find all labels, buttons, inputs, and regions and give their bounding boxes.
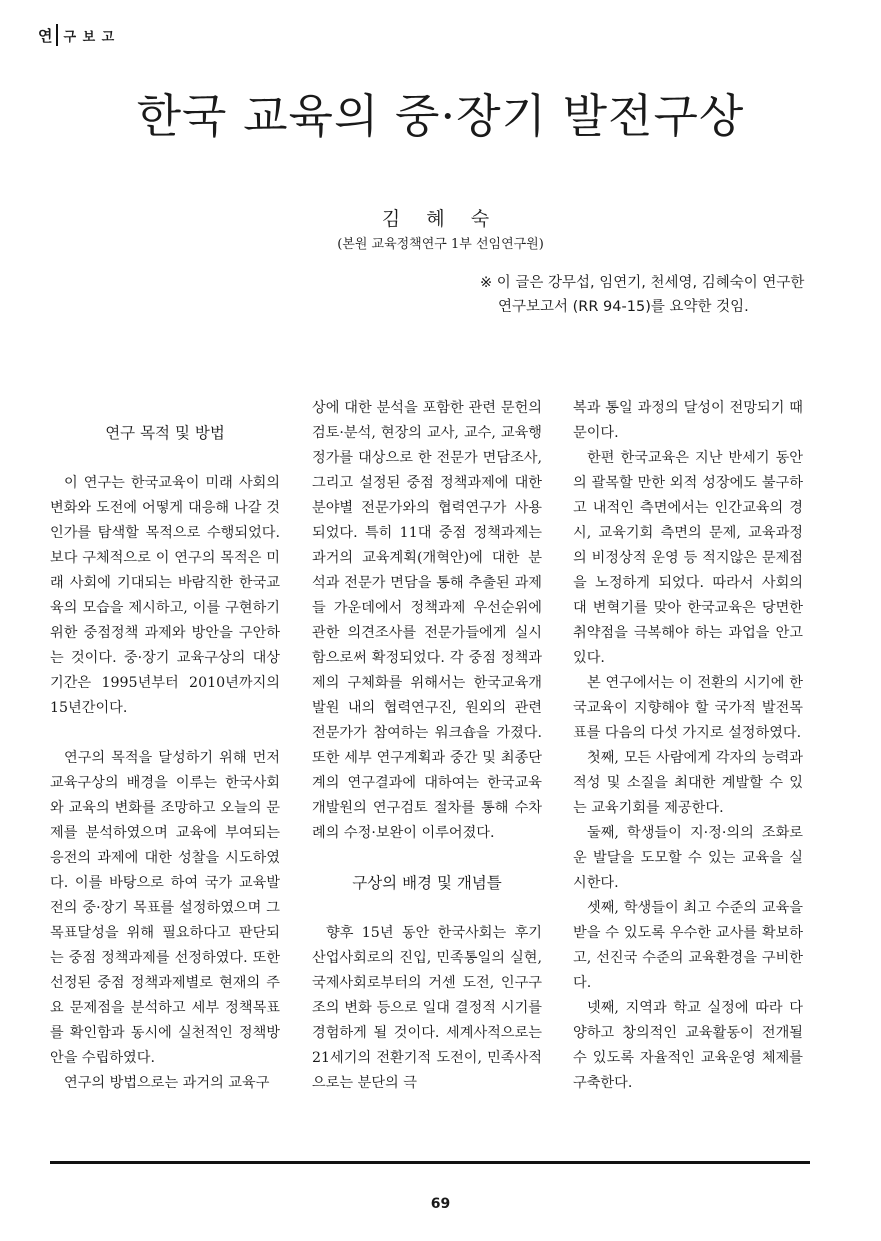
- section-heading-purpose-method: 연구 목적 및 방법: [105, 424, 225, 442]
- summary-note: [480, 271, 820, 319]
- section-tag: [38, 22, 115, 48]
- paragraph: 상에 대한 분석을 포함한 관련 문헌의 검토·분석, 현장의 교사, 교수, 교육행정가를 대상으로 한 전문가 면담조사, 그리고 설정된 중점 정책과제에 대한 분야별 전문가와의 협력연구가 사용되었다. 특히 11대 중점 정책과제는 과거의 교육계획(개혁안)에 대한 분석과 전문가 면담을 통해 추출된 과제들 가운데에서 정책과제 우선순위에 관한 의견조사를 전문가들에게 실시함으로써 확정되었다. 각 중점 정책과제의 구체화를 위해서는 한국교육개발원 내의 협력연구진, 원외의 관련 전문가가 참여하는 워크숍을 가졌다. 또한 세부 연구계획과 중간 및 최종단계의 연구결과에 대하여는 한국교육개발원의 연구검토 절차를 통해 수차례의 수정·보완이 이루어졌다.: [312, 400, 542, 841]
- paragraph: 이 연구는 한국교육이 미래 사회의 변화와 도전에 어떻게 대응해 나갈 것인가를 탐색할 목적으로 수행되었다. 보다 구체적으로 이 연구의 목적은 미래 사회에 기대되는 바람직한 한국교육의 모습을 제시하고, 이를 구현하기 위한 중점정책 과제와 방안을 구안하는 것이다. 중·장기 교육구상의 대상기간은 1995년부터 2010년까지의 15년간이다.: [50, 475, 280, 716]
- paragraph: 넷째, 지역과 학교 실정에 따라 다양하고 창의적인 교육활동이 전개될 수 있도록 자율적인 교육운영 체제를 구축한다.: [573, 1000, 803, 1091]
- text-column-1: [50, 396, 280, 1096]
- paragraph: 복과 통일 과정의 달성이 전망되기 때문이다.: [573, 400, 803, 441]
- paragraph: 연구의 방법으로는 과거의 교육구: [64, 1075, 270, 1091]
- section-heading-background-framework: 구상의 배경 및 개념틀: [352, 874, 502, 892]
- footer-rule: [50, 1161, 810, 1164]
- paragraph: 첫째, 모든 사람에게 각자의 능력과 적성 및 소질을 최대한 계발할 수 있는 교육기회를 제공한다.: [573, 750, 803, 816]
- paragraph: 연구의 목적을 달성하기 위해 먼저 교육구상의 배경을 이루는 한국사회와 교육의 변화를 조망하고 오늘의 문제를 분석하였으며 교육에 부여되는 응전의 과제에 대한 성찰을 시도하였다. 이를 바탕으로 하여 국가 교육발전의 중·장기 목표를 설정하였으며 그 목표달성을 위해 필요하다고 판단되는 중점 정책과제를 선정하였다. 또한 선정된 중점 정책과제별로 현재의 주요 문제점을 분석하고 세부 정책목표를 확인함과 동시에 실천적인 정책방안을 수립하였다.: [50, 750, 280, 1066]
- paragraph: 셋째, 학생들이 최고 수준의 교육을 받을 수 있도록 우수한 교사를 확보하고, 선진국 수준의 교육환경을 구비한다.: [573, 900, 803, 991]
- paragraph: 한편 한국교육은 지난 반세기 동안의 괄목할 만한 외적 성장에도 불구하고 내적인 측면에서는 인간교육의 경시, 교육기회 측면의 문제, 교육과정의 비정상적 운영 등 적지않은 문제점을 노정하게 되었다. 따라서 사회의 대 변혁기를 맞아 한국교육은 당면한 취약점을 극복해야 하는 과업을 안고 있다.: [573, 450, 803, 666]
- paragraph: 본 연구에서는 이 전환의 시기에 한국교육이 지향해야 할 국가적 발전목표를 다음의 다섯 가지로 설정하였다.: [573, 675, 803, 741]
- text-column-2: [312, 396, 542, 1096]
- summary-note-line-1: ※ 이 글은 강무섭, 임연기, 천세영, 김혜숙이 연구한: [480, 275, 805, 291]
- paragraph: 향후 15년 동안 한국사회는 후기 산업사회로의 진입, 민족통일의 실현, 국제사회로부터의 거센 도전, 인구구조의 변화 등으로 일대 결정적 시기를 경험하게 될 것이다. 세계사적으로는 21세기의 전환기적 도전이, 민족사적으로는 분단의 극: [312, 925, 542, 1091]
- section-tag-label: 구 보 고: [63, 29, 116, 45]
- summary-note-line-2: 연구보고서 (RR 94-15)를 요약한 것임.: [498, 299, 749, 315]
- section-tag-divider: [56, 24, 58, 46]
- article-title: 한국 교육의 중·장기 발전구상: [136, 89, 745, 143]
- section-tag-first-char: 연: [38, 26, 54, 45]
- author-affiliation: (본원 교육정책연구 1부 선임연구원): [337, 237, 544, 252]
- text-column-3: [573, 396, 803, 1096]
- author-name: 김 혜 숙: [381, 208, 500, 230]
- paragraph: 둘째, 학생들이 지·정·의의 조화로운 발달을 도모할 수 있는 교육을 실시한다.: [573, 825, 803, 891]
- page-number: 69: [430, 1196, 451, 1212]
